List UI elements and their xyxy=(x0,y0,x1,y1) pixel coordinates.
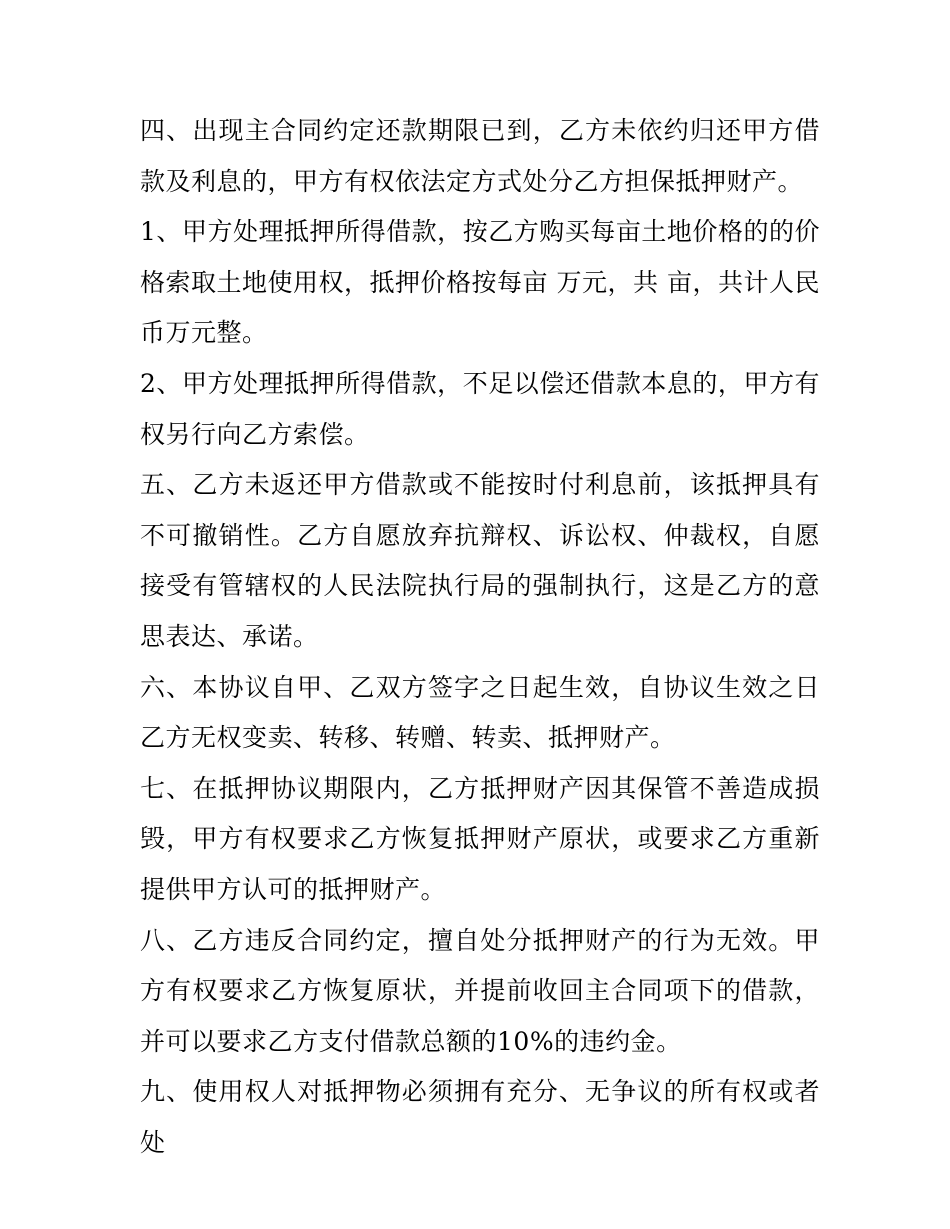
clause-six: 六、本协议自甲、乙双方签字之日起生效，自协议生效之日乙方无权变卖、转移、转赠、转卖、抵押财产。 xyxy=(140,672,820,753)
clause-eight: 八、乙方违反合同约定，擅自处分抵押财产的行为无效。甲方有权要求乙方恢复原状，并提前收回主合同项下的借款，并可以要求乙方支付借款总额的10%的违约金。 xyxy=(140,925,820,1056)
clause-four: 四、出现主合同约定还款期限已到，乙方未依约归还甲方借款及利息的，甲方有权依法定方式处分乙方担保抵押财产。 xyxy=(140,116,820,196)
clause-seven: 七、在抵押协议期限内，乙方抵押财产因其保管不善造成损毁，甲方有权要求乙方恢复抵押财产原状，或要求乙方重新提供甲方认可的抵押财产。 xyxy=(140,773,820,904)
clause-four-item-1: 1、甲方处理抵押所得借款，按乙方购买每亩土地价格的的价格索取土地使用权，抵押价格按每亩 万元，共 亩，共计人民币万元整。 xyxy=(140,217,820,348)
clause-nine: 九、使用权人对抵押物必须拥有充分、无争议的所有权或者处 xyxy=(140,1077,820,1157)
clause-four-item-2: 2、甲方处理抵押所得借款，不足以偿还借款本息的，甲方有权另行向乙方索偿。 xyxy=(140,368,820,449)
document-body xyxy=(140,106,820,1168)
clause-five: 五、乙方未返还甲方借款或不能按时付利息前，该抵押具有不可撤销性。乙方自愿放弃抗辩权、诉讼权、仲裁权，自愿接受有管辖权的人民法院执行局的强制执行，这是乙方的意思表达、承诺。 xyxy=(140,470,820,651)
